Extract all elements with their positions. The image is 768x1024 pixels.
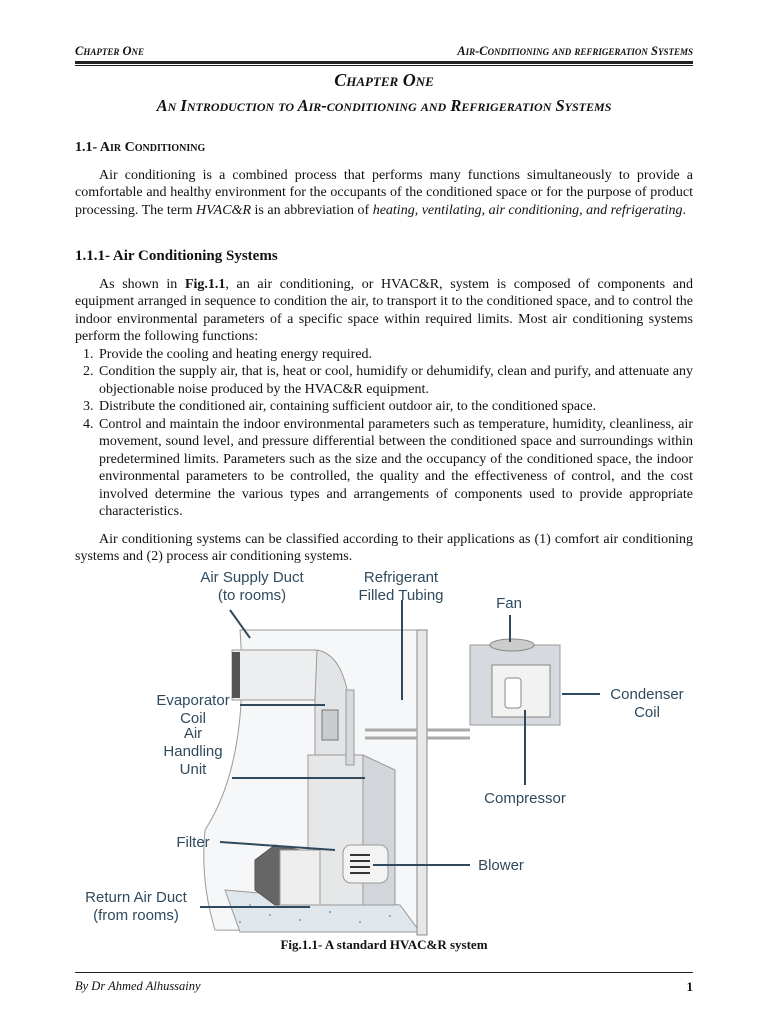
chapter-title: Chapter One <box>334 70 434 90</box>
section-heading: 1.1.1- Air Conditioning Systems <box>75 248 278 264</box>
section-1-1-1 <box>75 248 693 566</box>
label-evaporator-coil-sub: Coil <box>180 710 206 727</box>
section-1-1 <box>75 139 693 219</box>
section-heading: 1.1- Air Conditioning <box>75 140 206 155</box>
text: Air conditioning is a combined process that performs many functions simultaneously to provide a comfortable and healthy environment for the occupants of the conditioned space or for the purpose of product processing. The term <box>75 167 693 218</box>
label-filter: Filter <box>176 834 210 851</box>
label-evaporator-coil: Evaporator <box>156 692 230 709</box>
term-expansion: heating, ventilating, air conditioning, and refrigerating <box>372 202 683 218</box>
label-air-supply-duct: Air Supply Duct <box>200 569 304 586</box>
diagram-drawing <box>204 630 560 935</box>
footer-rule <box>75 972 693 973</box>
running-header-left: Chapter One <box>75 44 144 58</box>
text: . <box>682 202 686 218</box>
paragraph <box>75 167 693 220</box>
label-refrigerant-tubing-sub: Filled Tubing <box>358 587 444 604</box>
running-header-right: Air-Conditioning and refrigeration Systems <box>457 44 693 58</box>
label-air-handling-unit-2: Handling <box>163 743 223 760</box>
list-item: 2. Condition the supply air, that is, heat or cool, humidify or dehumidify, clean and purify, and attenuate any objectionable noise produced by the HVAC&R equipment. <box>97 363 693 398</box>
label-return-air-duct: Return Air Duct <box>85 889 187 906</box>
figure-caption: Fig.1.1- A standard HVAC&R system <box>280 937 488 952</box>
text: is an abbreviation of <box>251 202 373 218</box>
list-item: 1. Provide the cooling and heating energy required. <box>97 346 693 364</box>
label-refrigerant-tubing: Refrigerant <box>363 569 439 586</box>
label-condenser-coil: Condenser <box>610 686 684 703</box>
label-air-handling-unit: Air <box>183 725 203 742</box>
paragraph <box>75 276 693 346</box>
footer-author: By Dr Ahmed Alhussainy <box>75 979 201 993</box>
label-compressor: Compressor <box>484 790 566 807</box>
term: HVAC&R <box>196 202 252 218</box>
page-number: 1 <box>686 979 693 994</box>
figure-reference: Fig.1.1 <box>184 276 226 292</box>
hvac-system-diagram <box>0 560 768 940</box>
text: As shown in <box>99 276 185 292</box>
label-air-handling-unit-3: Unit <box>179 761 207 778</box>
label-return-air-duct-sub: (from rooms) <box>93 907 179 924</box>
label-air-supply-duct-sub: (to rooms) <box>217 587 287 604</box>
header-rule <box>75 61 693 66</box>
label-condenser-coil-sub: Coil <box>634 704 660 721</box>
label-blower: Blower <box>478 857 524 874</box>
list-item: 4. Control and maintain the indoor environmental parameters such as temperature, humidity, cleanliness, air movement, sound level, and pressure differential between the conditioned space and surroundings within predetermined limits. Parameters such as the size and the occupancy of the conditioned space, the indoor environmental parameters to be controlled, the quality and the effectiveness of control, and the cost involved determine the various types and arrangements of components used to provide appropriate characteristics. <box>97 416 693 521</box>
chapter-subtitle: An Introduction to Air-conditioning and Refrigeration Systems <box>156 96 612 115</box>
text: , an air conditioning, or HVAC&R, system is composed of components and equipment arranged in sequence to condition the air, to transport it to the conditioned space, and to control the indoor environmental parameters of a specific space within required limits. Most air conditioning systems perform the following functions: <box>75 276 693 344</box>
functions-list <box>75 346 693 521</box>
paragraph: Air conditioning systems can be classified according to their applications as (1) comfort air conditioning systems and (2) process air conditioning systems. <box>75 531 693 564</box>
list-item: 3. Distribute the conditioned air, containing sufficient outdoor air, to the conditioned space. <box>97 398 693 416</box>
label-fan: Fan <box>496 595 522 612</box>
